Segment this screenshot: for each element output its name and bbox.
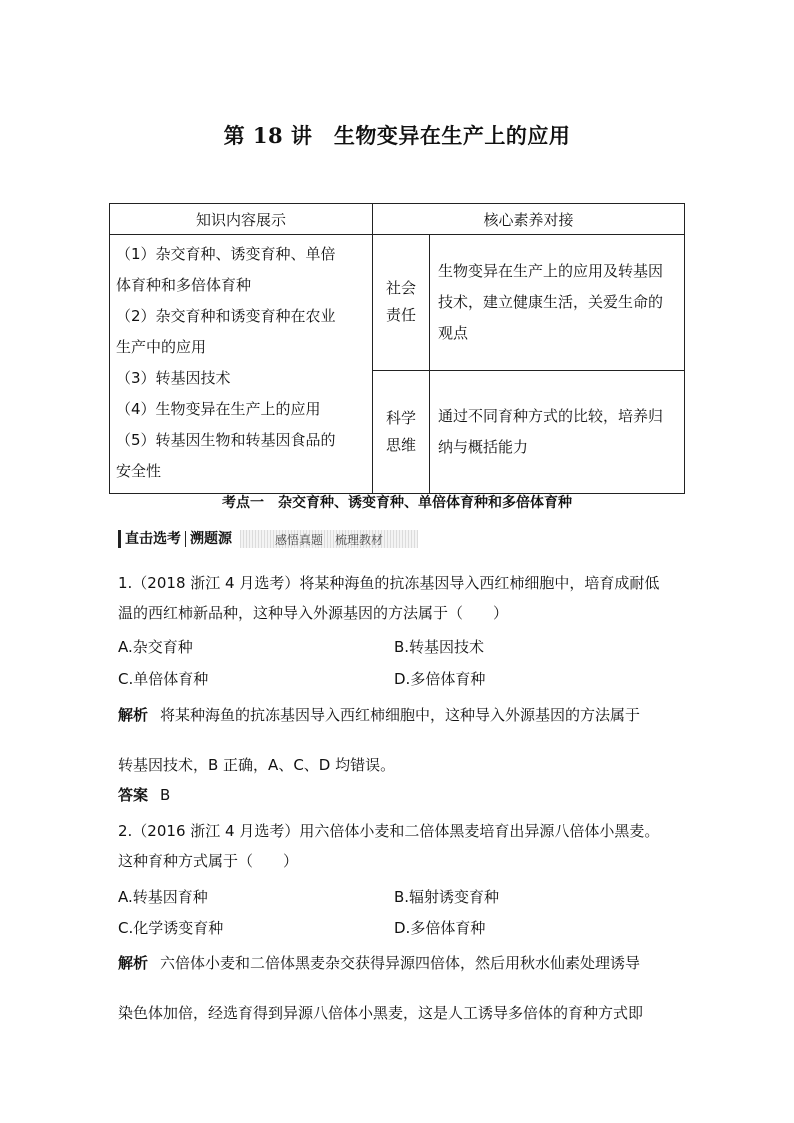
knowledge-item: （1）杂交育种、诱变育种、单倍 [116,245,336,263]
q1-option-a: A.杂交育种 [118,638,193,656]
answer-label: 答案 [118,786,149,804]
banner-tag-exam: 直击选考 [118,530,181,548]
knowledge-item: （4）生物变异在生产上的应用 [116,400,321,418]
knowledge-item: （5）转基因生物和转基因食品的 [116,431,336,449]
q1-option-d: D.多倍体育种 [394,670,486,688]
page-title: 第 18 讲 生物变异在生产上的应用 [223,123,571,148]
knowledge-item: 安全性 [116,462,162,480]
knowledge-list [110,235,373,494]
knowledge-item: 生产中的应用 [116,338,207,356]
banner-tag-source: 溯题源 [190,531,232,547]
solution-label: 解析 [118,706,149,724]
q2-option-d: D.多倍体育种 [394,919,486,937]
q1-option-b: B.转基因技术 [394,638,485,656]
q2-solution: 解析 六倍体小麦和二倍体黑麦杂交获得异源四倍体，然后用秋水仙素处理诱导 染色体加倍，经选育得到异源八倍体小黑麦，这是人工诱导多倍体的育种方式即 [118,954,644,1022]
knowledge-literacy-table [109,203,685,494]
knowledge-item: （3）转基因技术 [116,369,231,387]
table-header-literacy: 核心素养对接 [373,204,685,235]
solution-label: 解析 [118,954,149,972]
knowledge-item: 体育种和多倍体育种 [116,276,252,294]
section-banner [118,528,438,550]
section-title: 考点一 杂交育种、诱变育种、单倍体育种和多倍体育种 [222,495,572,511]
q1-option-c: C.单倍体育种 [118,670,209,688]
question-2-stem: 2.（2016 浙江 4 月选考）用六倍体小麦和二倍体黑麦培育出异源八倍体小黑麦。 这种育种方式属于（ ） [118,822,660,870]
q1-answer: 答案 B [118,786,171,804]
banner-strip: 感悟真题 梳理教材 [240,530,418,548]
literacy-heading-science: 科学 思维 [373,370,430,493]
table-header-row [110,204,685,235]
knowledge-item: （2）杂交育种和诱变育种在农业 [116,307,336,325]
banner-divider [185,531,186,547]
q2-option-c: C.化学诱变育种 [118,919,224,937]
table-header-knowledge: 知识内容展示 [110,204,373,235]
literacy-content-science: 通过不同育种方式的比较，培养归纳与概括能力 [430,370,685,493]
q2-option-b: B.辐射诱变育种 [394,888,500,906]
q1-solution: 解析 将某种海鱼的抗冻基因导入西红柿细胞中，这种导入外源基因的方法属于 转基因技术，B 正确，A、C、D 均错误。 [118,706,641,774]
q2-option-a: A.转基因育种 [118,888,208,906]
literacy-heading-social: 社会 责任 [373,235,430,371]
literacy-content-social: 生物变异在生产上的应用及转基因技术，建立健康生活，关爱生命的观点 [430,235,685,371]
question-1-stem: 1.（2018 浙江 4 月选考）将某种海鱼的抗冻基因导入西红柿细胞中，培育成耐低 温的西红柿新品种，这种导入外源基因的方法属于（ ） [118,574,660,622]
table-row [110,235,685,371]
